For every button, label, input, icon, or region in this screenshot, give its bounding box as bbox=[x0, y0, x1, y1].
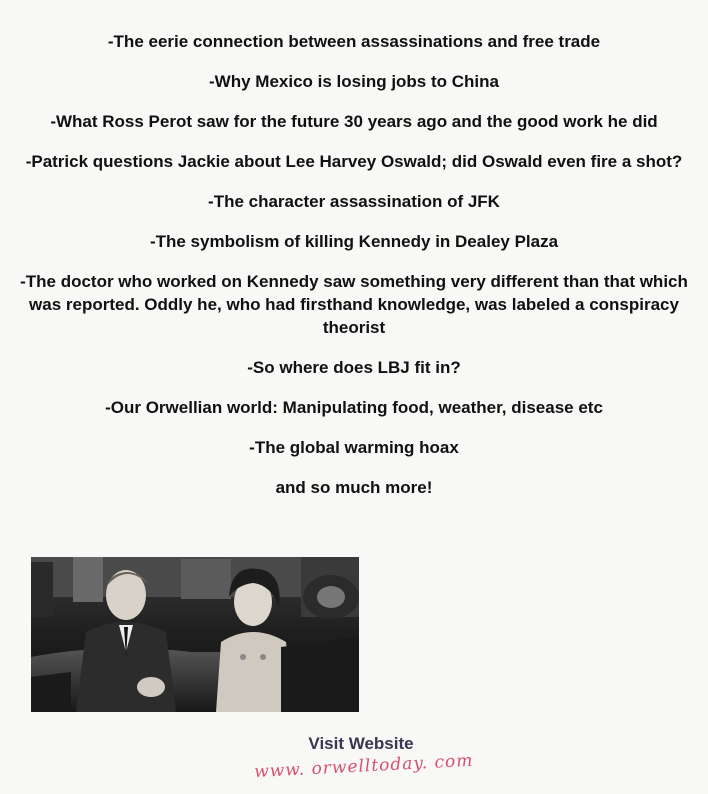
topic-item: -What Ross Perot saw for the future 30 years ago and the good work he did bbox=[50, 112, 658, 131]
topic-item: -The global warming hoax bbox=[249, 438, 459, 457]
topic-item: -The eerie connection between assassinations and free trade bbox=[107, 32, 601, 51]
topic-list bbox=[20, 30, 688, 516]
topic-item: -The symbolism of killing Kennedy in Dealey Plaza bbox=[149, 232, 559, 251]
svg-text:www. orwelltoday. com: www. orwelltoday. com bbox=[253, 752, 474, 778]
topic-item: -Our Orwellian world: Manipulating food, weather, disease etc bbox=[105, 398, 603, 417]
topic-item: -Patrick questions Jackie about Lee Harvey Oswald; did Oswald even fire a shot? bbox=[25, 152, 683, 171]
visit-website-link[interactable]: Visit Website bbox=[308, 734, 414, 753]
topic-item: -So where does LBJ fit in? bbox=[247, 358, 461, 377]
topic-item: -The character assassination of JFK bbox=[208, 192, 500, 211]
topic-item: -The doctor who worked on Kennedy saw something very different than that which was reported. Oddly he, who had firsthand knowledge, was labeled a conspiracy theorist bbox=[20, 272, 688, 337]
handwritten-url bbox=[252, 752, 492, 778]
closing-line: and so much more! bbox=[275, 478, 433, 497]
topic-item: -Why Mexico is losing jobs to China bbox=[209, 72, 499, 91]
kennedy-photo bbox=[31, 557, 359, 712]
